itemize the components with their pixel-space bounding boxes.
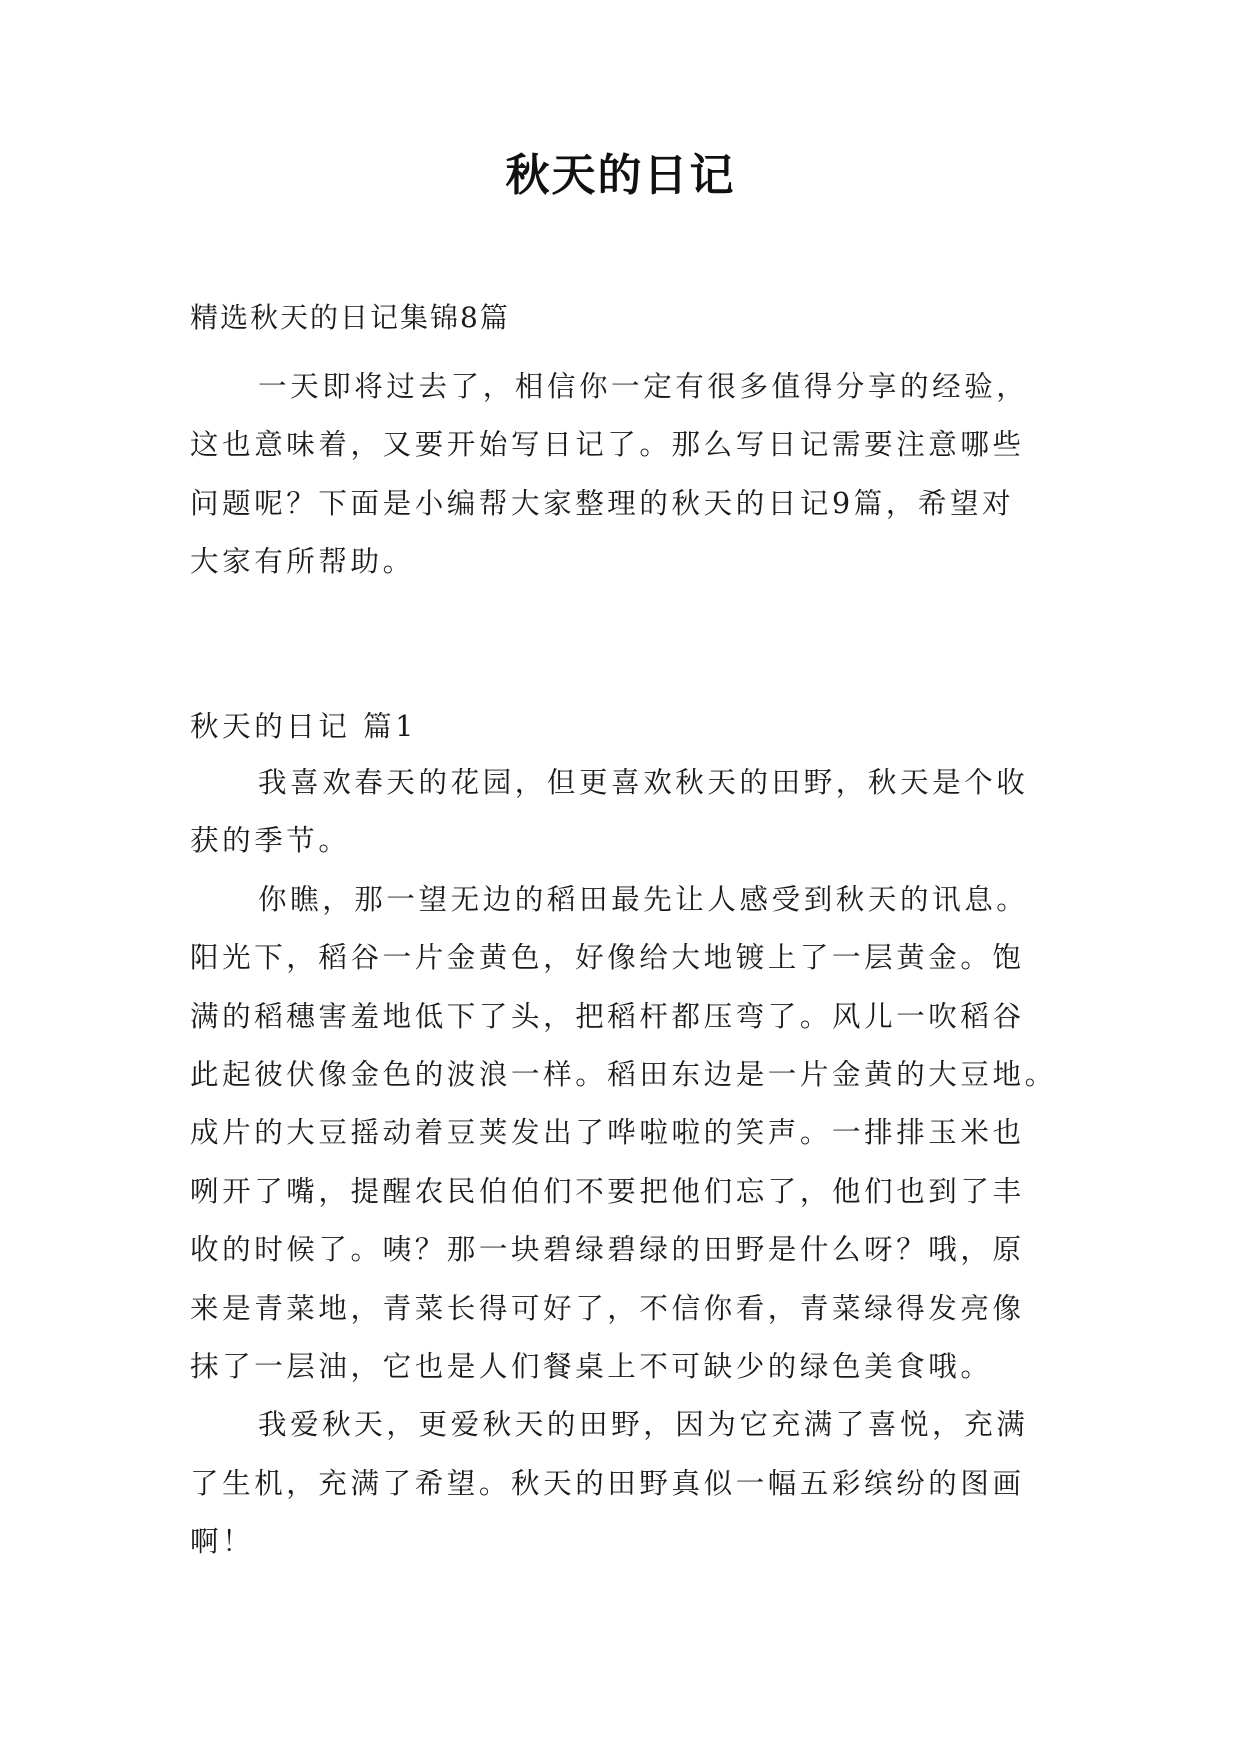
section-heading: 秋天的日记 篇1	[190, 710, 417, 743]
body-line: 我爱秋天，更爱秋天的田野，因为它充满了喜悦，充满	[258, 1408, 1029, 1442]
body-line: 收的时候了。咦？那一块碧绿碧绿的田野是什么呀？哦，原	[190, 1233, 1025, 1267]
body-line: 你瞧，那一望无边的稻田最先让人感受到秋天的讯息。	[258, 882, 1029, 916]
intro-line: 问题呢？下面是小编帮大家整理的秋天的日记9篇，希望对	[190, 486, 1015, 520]
body-line: 了生机，充满了希望。秋天的田野真似一幅五彩缤纷的图画	[190, 1466, 1025, 1500]
document-subtitle: 精选秋天的日记集锦8篇	[190, 301, 510, 334]
body-line: 此起彼伏像金色的波浪一样。稻田东边是一片金黄的大豆地。	[190, 1057, 1057, 1091]
body-line: 获的季节。	[190, 824, 351, 858]
intro-line: 大家有所帮助。	[190, 545, 415, 579]
body-line: 啊！	[190, 1525, 255, 1559]
body-line: 成片的大豆摇动着豆荚发出了哗啦啦的笑声。一排排玉米也	[190, 1116, 1025, 1150]
intro-paragraph	[190, 358, 1060, 592]
intro-line: 一天即将过去了，相信你一定有很多值得分享的经验，	[258, 370, 1029, 403]
document-title: 秋天的日记	[505, 150, 736, 201]
body-line: 我喜欢春天的花园，但更喜欢秋天的田野，秋天是个收	[258, 766, 1029, 799]
body-line: 来是青菜地，青菜长得可好了，不信你看，青菜绿得发亮像	[190, 1291, 1025, 1325]
section-body	[190, 754, 1060, 1571]
body-line: 抹了一层油，它也是人们餐桌上不可缺少的绿色美食哦。	[190, 1349, 993, 1383]
body-line: 咧开了嘴，提醒农民伯伯们不要把他们忘了，他们也到了丰	[190, 1174, 1025, 1208]
intro-line: 这也意味着，又要开始写日记了。那么写日记需要注意哪些	[190, 428, 1025, 462]
body-line: 阳光下，稻谷一片金黄色，好像给大地镀上了一层黄金。饱	[190, 941, 1025, 975]
body-line: 满的稻穗害羞地低下了头，把稻杆都压弯了。风儿一吹稻谷	[190, 999, 1025, 1033]
